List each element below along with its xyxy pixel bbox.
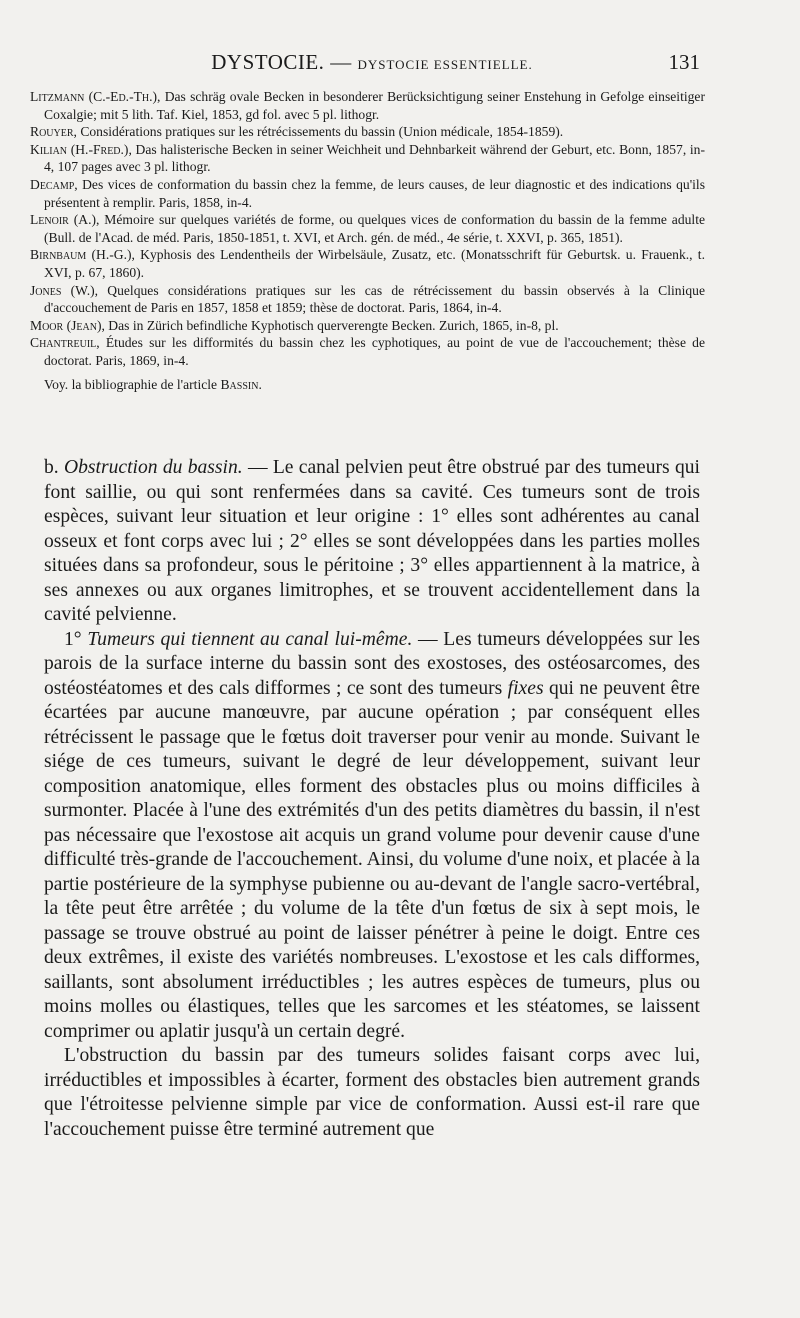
bib-text: Études sur les difformités du bassin chez les cyphotiques, au point de vue de l'accouchement; thèse de doctorat. Paris, 1869, in-4. [44, 335, 705, 368]
bib-entry [30, 123, 705, 141]
bibliography [30, 88, 705, 407]
see-also-prefix: Voy. la bibliographie de l'article [44, 376, 221, 392]
bib-author: Decamp, [30, 176, 78, 192]
paragraph-obstruction [44, 456, 700, 628]
bib-text: Des vices de conformation du bassin chez la femme, de leurs causes, de leur diagnostic et des indications qu'ils présentent à remplir. Paris, 1858, in-4. [44, 176, 705, 210]
bib-author: Kilian (H.-Fred.), [30, 141, 132, 157]
bib-entry [30, 246, 705, 281]
paragraph-obstruction-solide [44, 1044, 700, 1142]
paragraph-text: qui ne peuvent être écartées par aucune manœuvre, par aucune opération ; par conséquent elles rétrécissent le passage que le fœtus doit traverser pour venir au monde. Suivant le siége de ces tumeurs, suivant le degré de leur développement, suivant leur composition anatomique, elles forment des obstacles plus ou moins difficiles à surmonter. Placée à l'une des extrémités d'un des petits diamètres du bassin, il n'est pas nécessaire que l'exostose ait acquis un grand volume pour devenir cause d'une difficulté très-grande de l'accouchement. Ainsi, du volume d'une noix, et placée à la partie postérieure de la symphyse pubienne ou au-devant de l'angle sacro-vertébral, la tête peut être arrêtée ; du volume de la tête d'un fœtus de six à sept mois, le passage se trouve obstrué au point de laisser pénétrer à peine le doigt. Entre ces deux extrêmes, il existe des variétés nombreuses. L'exostose et les cals difformes, saillants, sont absolument irréductibles ; les autres espèces de tumeurs, plus ou moins molles ou élastiques, telles que les sarcomes et les stéatomes, se laissent comprimer ou aplatir jusqu'à un certain degré. [44, 677, 700, 1042]
bib-entry [30, 334, 705, 369]
bib-author: Litzmann (C.-Ed.-Th.), [30, 89, 161, 104]
see-also-ref: Bassin. [220, 376, 262, 392]
subsection-label: 1° [64, 628, 88, 650]
bib-author: Lenoir (A.), [30, 212, 100, 228]
bib-see-also [30, 376, 705, 394]
bib-text: Kyphosis des Lendentheils der Wirbelsäule, Zusatz, etc. (Monatsschrift für Geburtsk. u. Frauenk., t. XVI, p. 67, 1860). [44, 247, 705, 280]
main-text [44, 456, 700, 1142]
bib-author: Chantreuil, [30, 335, 100, 351]
bib-author: Jones (W.), [30, 282, 99, 298]
bib-entry [30, 88, 705, 123]
title-dash: — [324, 50, 358, 74]
bib-text: Considérations pratiques sur les rétrécissements du bassin (Union médicale, 1854-1859). [76, 124, 564, 140]
title-sub: DYSTOCIE ESSENTIELLE. [357, 57, 533, 72]
section-heading: Obstruction du bassin. [63, 457, 243, 478]
running-title [44, 50, 700, 75]
bib-author: Rouyer, [30, 124, 77, 140]
bib-entry [30, 282, 705, 317]
bib-text: Das schräg ovale Becken in besonderer Berücksichtigung seiner Enstehung in Gefolge einseitiger Coxalgie; mit 5 lith. Taf. Kiel, 1853, gd fol. avec 5 pl. lithogr. [44, 89, 705, 122]
bib-entry [30, 211, 705, 246]
paragraph-text: — Les tumeurs développées sur les parois de la surface interne du bassin sont des exostoses, des ostéosarcomes, des ostéostéatomes et des cals difformes ; ce sont des tumeurs [44, 628, 701, 699]
bib-entry [30, 317, 705, 335]
paragraph-text: L'obstruction du bassin par des tumeurs solides faisant corps avec lui, irréductibles et impossibles à écarter, forment des obstacles bien autrement grands que l'étroitesse pelvienne simple par vice de conformation. Aussi est-il rare que l'accouchement puisse être terminé autrement que [44, 1045, 700, 1140]
bib-author: Moor (Jean), [30, 317, 105, 333]
bib-author: Birnbaum (H.-G.), [30, 247, 135, 263]
page-number: 131 [668, 50, 700, 74]
bib-text: Das in Zürich befindliche Kyphotisch querverengte Becken. Zurich, 1865, in-8, pl. [104, 317, 559, 333]
bib-text: Mémoire sur quelques variétés de forme, ou quelques vices de conformation du bassin de la femme adulte (Bull. de l'Acad. de méd. Paris, 1850-1851, t. XVI, et Arch. gén. de méd., 4e série, t. XXVI, p. 365, 1851). [44, 212, 706, 245]
paragraph-text: — Le canal pelvien peut être obstrué par des tumeurs qui font saillie, ou qui sont renfermées dans sa cavité. Ces tumeurs sont de trois espèces, suivant leur situation et leur origine : 1° elles sont adhérentes au canal osseux et font corps avec lui ; 2° elles se sont développées dans les parties molles situées dans sa profondeur, sous le péritoine ; 3° elles appartiennent à la matrice, à ses annexes ou aux organes limitrophes, et se trouvent accidentellement dans la cavité pelvienne. [44, 457, 700, 625]
subsection-heading: Tumeurs qui tiennent au canal lui-même. [87, 628, 413, 650]
running-header [44, 50, 700, 80]
title-main: DYSTOCIE. [211, 50, 325, 74]
emphasis: fixes [507, 677, 544, 699]
bib-entry [30, 176, 705, 211]
bib-text: Quelques considérations pratiques sur les cas de rétrécissement du bassin observés à la Clinique d'accouchement de Paris en 1857, 1858 et 1859; thèse de doctorat. Paris, 1864, in-4. [44, 282, 706, 316]
paragraph-tumeurs [44, 628, 700, 1045]
bib-entry [30, 141, 705, 176]
bib-text: Das halisterische Becken in seiner Weichheit und Dehnbarkeit während der Geburt, etc. Bonn, 1857, in-4, 107 pages avec 3 pl. lithogr. [44, 141, 705, 175]
section-label: b. [44, 457, 64, 478]
